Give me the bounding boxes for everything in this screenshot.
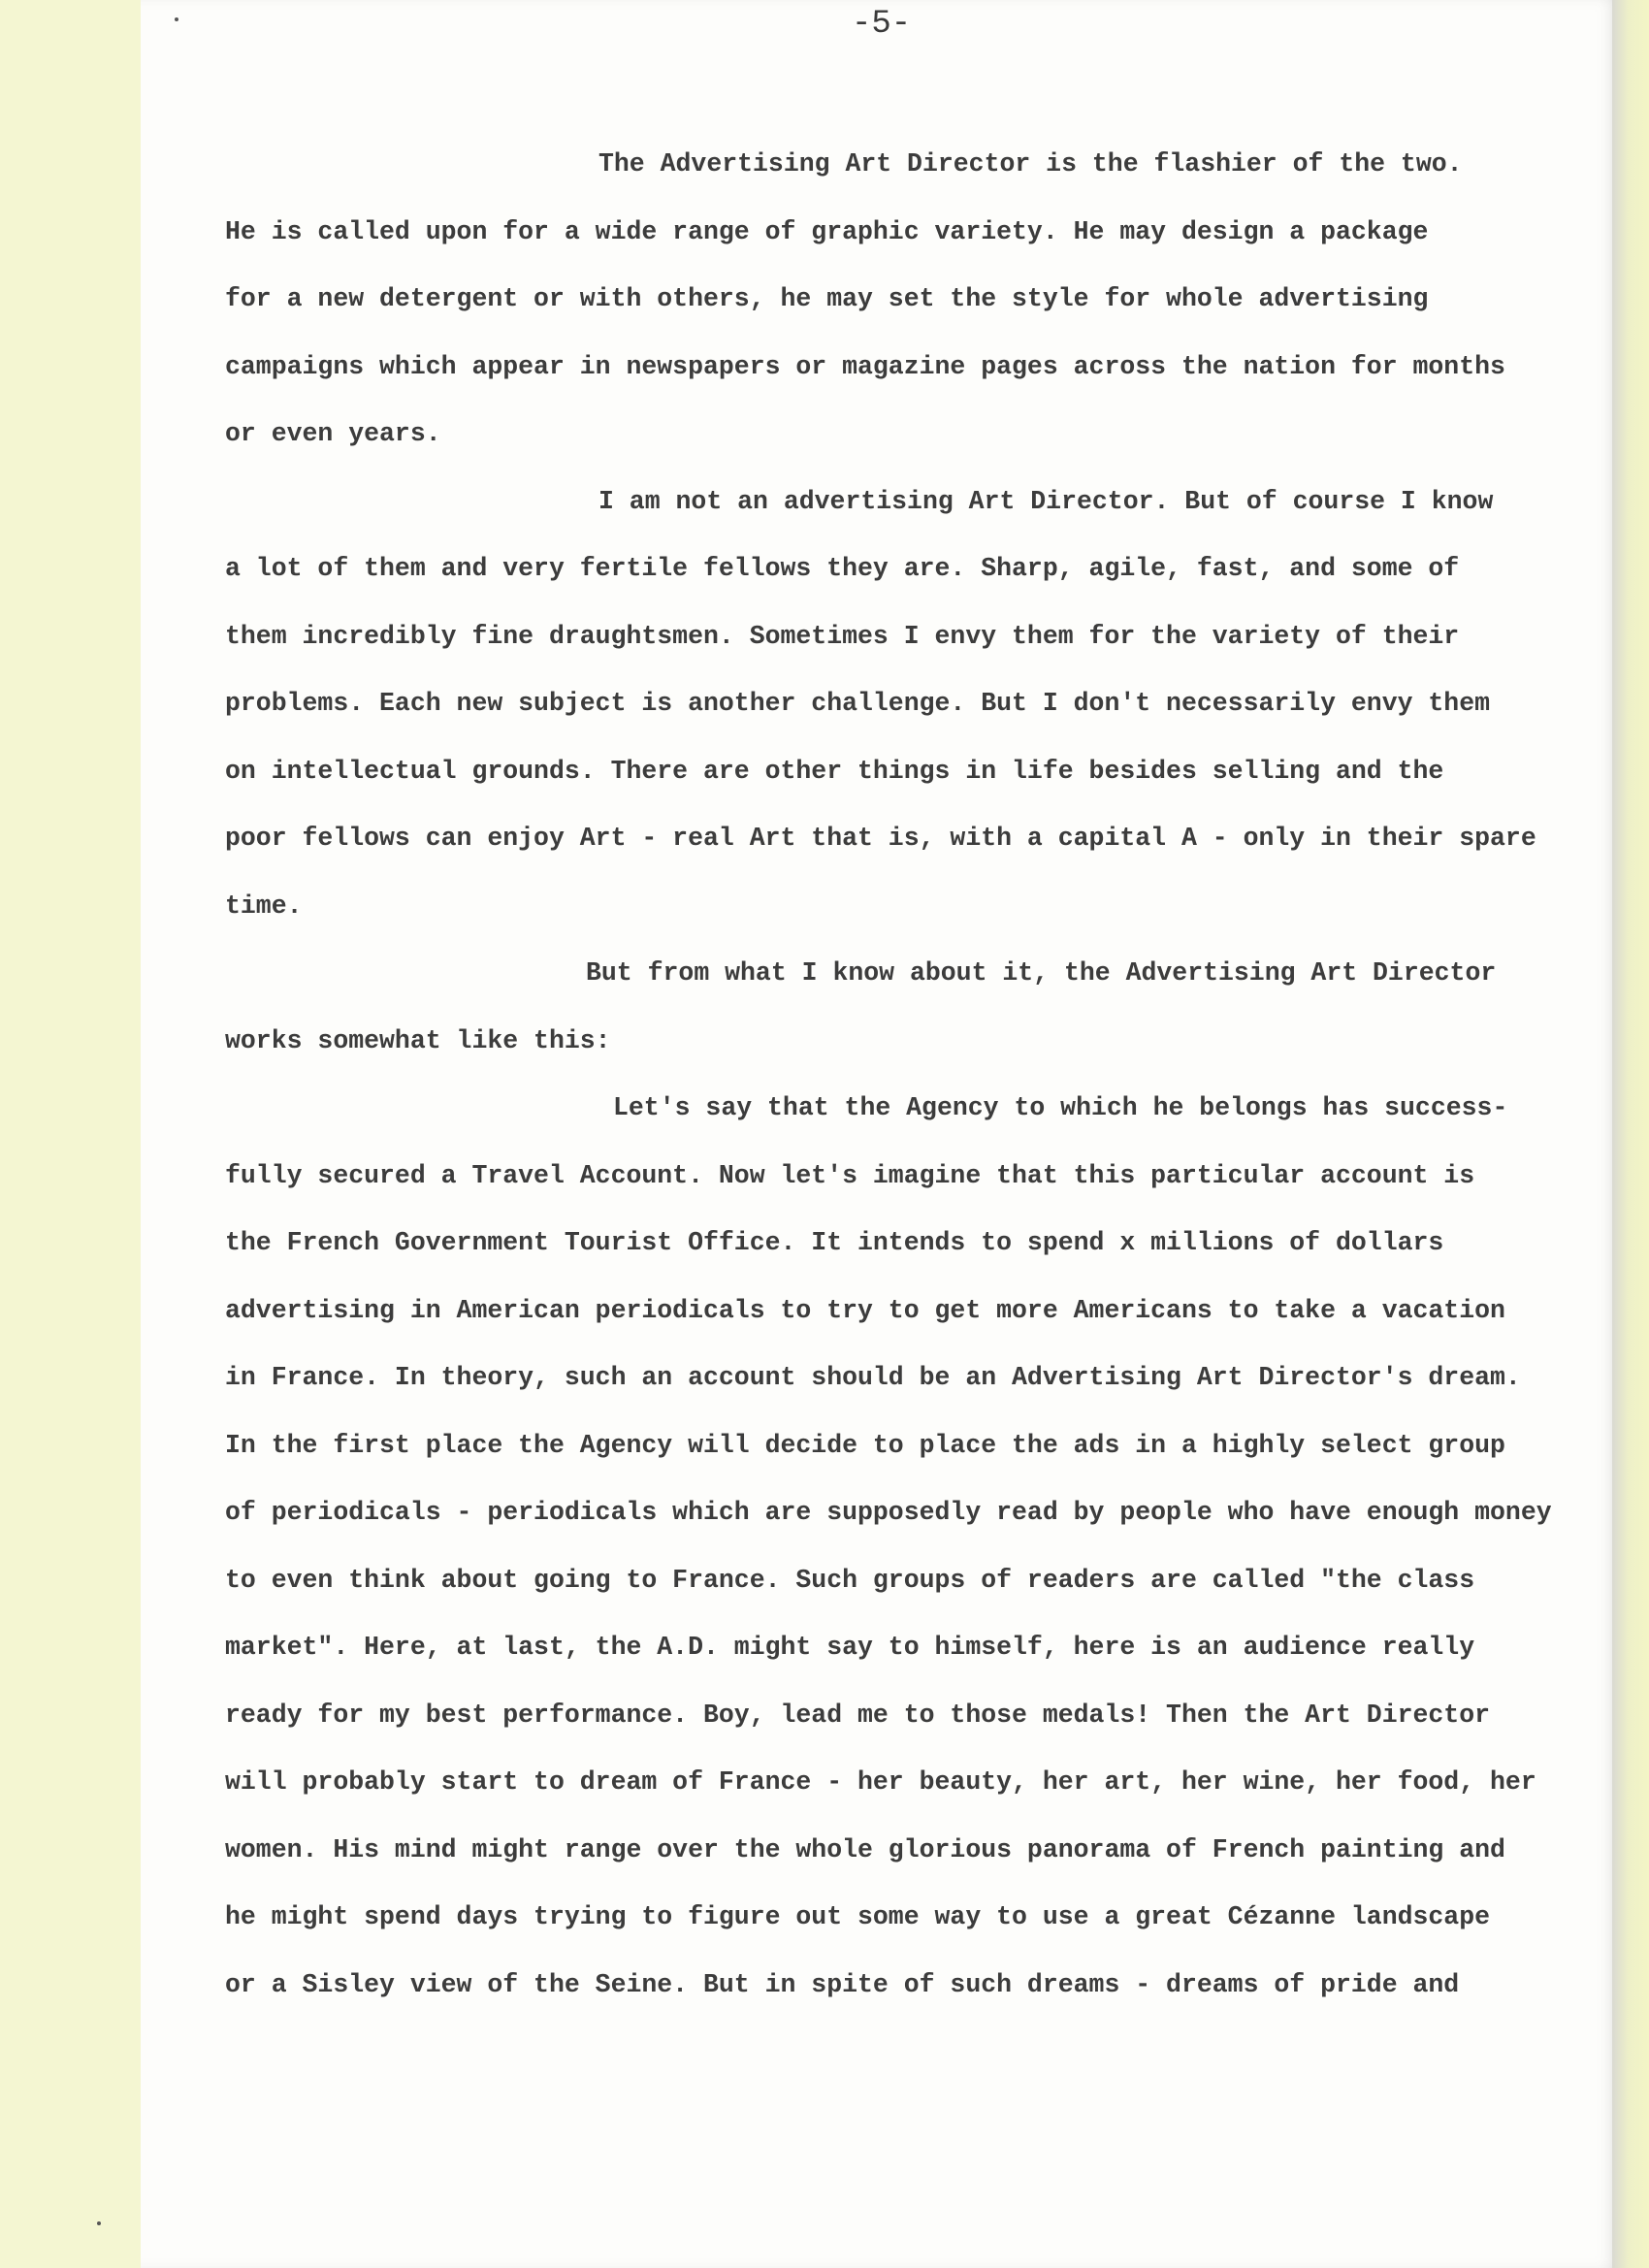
text-line: Let's say that the Agency to which he belongs has success-	[613, 1093, 1508, 1122]
paper-speck	[97, 2221, 101, 2225]
text-line: in France. In theory, such an account should be an Advertising Art Director's dream.	[225, 1363, 1521, 1392]
text-line: for a new detergent or with others, he may set the style for whole advertising	[225, 284, 1429, 313]
text-line: But from what I know about it, the Advertising Art Director	[586, 958, 1497, 988]
text-line: market". Here, at last, the A.D. might say to himself, here is an audience really	[225, 1633, 1475, 1662]
text-line: I am not an advertising Art Director. But of course I know	[598, 486, 1494, 516]
body-text	[225, 131, 1602, 2019]
text-line: He is called upon for a wide range of graphic variety. He may design a package	[225, 216, 1429, 246]
text-line: fully secured a Travel Account. Now let's imagine that this particular account is	[225, 1160, 1475, 1190]
text-line: or a Sisley view of the Seine. But in spite of such dreams - dreams of pride and	[225, 1969, 1460, 1999]
text-line: In the first place the Agency will decide to place the ads in a highly select group	[225, 1430, 1505, 1460]
text-line: time.	[225, 891, 303, 921]
text-line: works somewhat like this:	[225, 1025, 611, 1055]
text-line: poor fellows can enjoy Art - real Art that is, with a capital A - only in their spare	[225, 824, 1536, 853]
paper-speck	[175, 17, 178, 21]
text-line: to even think about going to France. Such groups of readers are called "the class	[225, 1565, 1475, 1595]
page-edge-shadow	[1612, 0, 1649, 2268]
text-line: problems. Each new subject is another challenge. But I don't necessarily envy them	[225, 689, 1491, 718]
text-line: them incredibly fine draughtsmen. Sometimes I envy them for the variety of their	[225, 621, 1460, 651]
text-line: a lot of them and very fertile fellows they are. Sharp, agile, fast, and some of	[225, 554, 1460, 583]
text-line: of periodicals - periodicals which are supposedly read by people who have enough money	[225, 1498, 1552, 1527]
text-line: he might spend days trying to figure out some way to use a great Cézanne landscape	[225, 1902, 1491, 1931]
text-line: will probably start to dream of France - her beauty, her art, her wine, her food, her	[225, 1767, 1536, 1797]
page-number: -5-	[852, 6, 912, 43]
text-line: women. His mind might range over the whole glorious panorama of French painting and	[225, 1834, 1505, 1864]
text-line: The Advertising Art Director is the flashier of the two.	[598, 149, 1463, 178]
text-line: advertising in American periodicals to try to get more Americans to take a vacation	[225, 1295, 1505, 1325]
text-line: campaigns which appear in newspapers or magazine pages across the nation for months	[225, 351, 1505, 381]
text-line: or even years.	[225, 419, 441, 448]
text-line: on intellectual grounds. There are other things in life besides selling and the	[225, 756, 1444, 786]
text-line: ready for my best performance. Boy, lead me to those medals! Then the Art Director	[225, 1700, 1491, 1730]
text-line: the French Government Tourist Office. It intends to spend x millions of dollars	[225, 1228, 1444, 1257]
